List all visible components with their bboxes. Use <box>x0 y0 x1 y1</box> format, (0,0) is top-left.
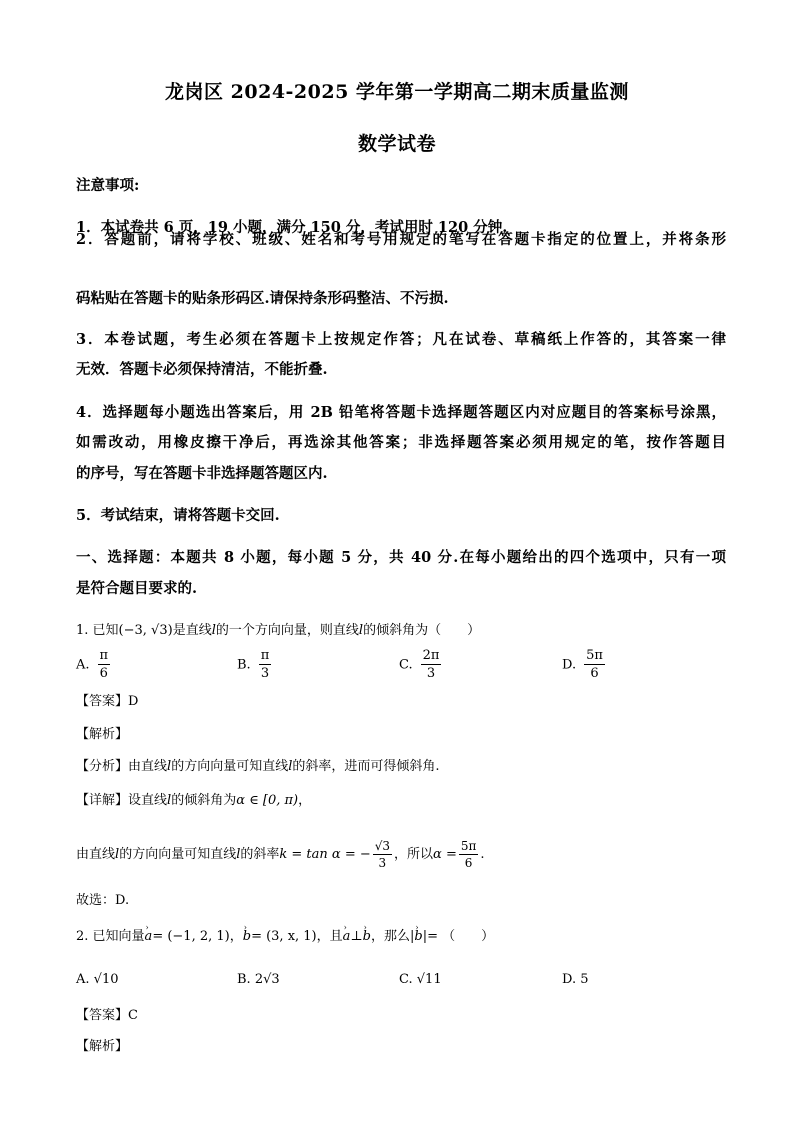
q2-answer: 【答案】C <box>76 1008 138 1023</box>
note-4-line-2: 如需改动，用橡皮擦干净后，再选涂其他答案；非选择题答案必须用规定的笔，按作答题目 <box>76 434 726 451</box>
section-heading-line-1: 一、选择题：本题共 8 小题，每小题 5 分，共 40 分.在每小题给出的四个选项中，只有一项 <box>76 549 726 566</box>
note-2-line-2: 码粘贴在答题卡的贴条形码区.请保持条形码整洁、不污损. <box>76 290 449 307</box>
q1-answer: 【答案】D <box>76 694 139 709</box>
q1-mid1: 是直线 <box>172 623 212 638</box>
vector-b: › b <box>243 927 251 947</box>
note-4-line-1: 4．选择题每小题选出答案后，用 2B 铅笔将答题卡选择题答题区内对应题目的答案标号涂黑， <box>76 404 726 421</box>
note-2-line-1: 2．答题前，请将学校、班级、姓名和考号用规定的笔写在答题卡指定的位置上，并将条形 <box>76 231 726 248</box>
note-5: 5．考试结束，请将答题卡交回. <box>76 507 280 524</box>
q1-fenxi: 【分析】由直线l的方向向量可知直线l的斜率，进而可得倾斜角. <box>76 759 440 774</box>
q1-prefix: 1. 已知 <box>76 623 119 638</box>
q1-solution-line: 由直线l的方向向量可知直线l的斜率k = tan α = − $\frac{√3}{3}$ ，所以α = $\frac{5\pi}{6}$ . <box>76 839 485 870</box>
q1-option-a: A. $\frac{\pi}{6}$ <box>76 648 109 681</box>
q1-conclusion: 故选：D. <box>76 893 130 908</box>
exam-subtitle: 数学试卷 <box>357 133 436 155</box>
q1-option-b: B. $\frac{\pi}{3}$ <box>237 648 270 681</box>
q1-option-c: C. $\frac{2\pi}{3}$ <box>399 648 440 681</box>
note-4-line-3: 的序号，写在答题卡非选择题答题区内. <box>76 465 328 482</box>
q2-analysis-tag: 【解析】 <box>76 1039 129 1054</box>
q1-var-l: l <box>211 623 216 638</box>
vector-a: › a <box>145 927 153 947</box>
q1-analysis-tag: 【解析】 <box>76 727 129 742</box>
q1-vector: (−3, √3) <box>118 623 173 638</box>
question-1 <box>76 621 480 641</box>
q2-option-a: A. √10 <box>76 972 119 987</box>
note-1: 1．本试卷共 6 页，19 小题，满分 150 分，考试用时 120 分钟. <box>76 219 508 236</box>
question-2: 2. 已知向量› a= (−1, 2, 1)，› b= (3, x, 1)，且› a⊥› b，那么|› b|= （ ） <box>76 927 494 947</box>
note-3-line-2: 无效．答题卡必须保持清洁，不能折叠. <box>76 361 328 378</box>
q2-option-c: C. √11 <box>399 972 442 987</box>
q2-option-b: B. 2√3 <box>237 972 280 987</box>
q1-var-l-2: l <box>358 623 364 638</box>
section-heading-line-2: 是符合题目要求的. <box>76 580 198 597</box>
q1-xiangjie: 【详解】设直线l的倾斜角为α ∈ [0, π)， <box>76 793 312 808</box>
q1-mid2: 的一个方向向量，则直线 <box>215 623 359 638</box>
notes-heading: 注意事项: <box>76 177 140 194</box>
note-3-line-1: 3．本卷试题，考生必须在答题卡上按规定作答；凡在试卷、草稿纸上作答的，其答案一律 <box>76 331 726 348</box>
q2-option-d: D. 5 <box>562 972 589 987</box>
q1-mid3: 的倾斜角为（ ） <box>363 623 481 638</box>
q1-option-d: D. $\frac{5\pi}{6}$ <box>562 648 603 681</box>
exam-title: 龙岗区 2024-2025 学年第一学期高二期末质量监测 <box>165 81 629 103</box>
